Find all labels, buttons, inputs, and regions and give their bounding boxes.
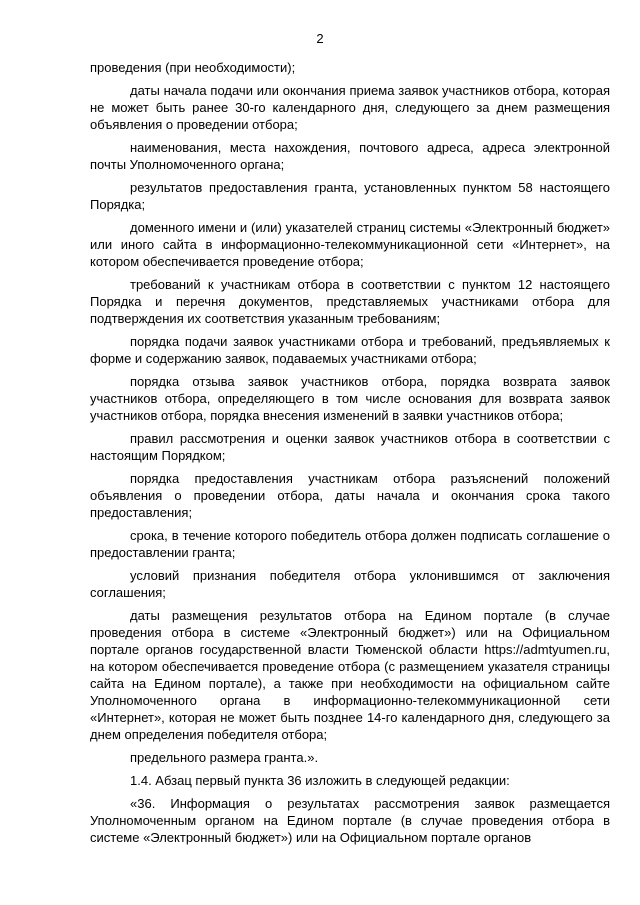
paragraph: порядка подачи заявок участниками отбора и требований, предъявляемых к форме и содержанию заявок, подаваемых участниками отбора; bbox=[90, 334, 610, 366]
page-number: 2 bbox=[316, 31, 324, 46]
document-body bbox=[90, 59, 610, 852]
paragraph: 1.4. Абзац первый пункта 36 изложить в следующей редакции: bbox=[130, 773, 510, 788]
paragraph: даты размещения результатов отбора на Едином портале (в случае проведения отбора в системе «Электронный бюджет») или на Официальном портале органов государственной власти Тюменской области https://admtyumen.ru, на котором обеспечивается проведение отбора (с размещением указателя страницы сайта на Едином портале), а также при необходимости на официальном сайте Уполномоченного органа в информационно-телекоммуникационной сети «Интернет», которая не может быть позднее 14-го календарного дня, следующего за днем определения победителя отбора; bbox=[90, 608, 610, 742]
paragraph: «36. Информация о результатах рассмотрения заявок размещается Уполномоченным органом на Едином портале (в случае проведения отбора в системе «Электронный бюджет») или на Официальном портале органов bbox=[90, 796, 610, 845]
paragraph: проведения (при необходимости); bbox=[90, 60, 296, 75]
paragraph: даты начала подачи или окончания приема заявок участников отбора, которая не может быть ранее 30-го календарного дня, следующего за днем размещения объявления о проведении отбора; bbox=[90, 83, 610, 132]
paragraph: предельного размера гранта.». bbox=[130, 750, 319, 765]
paragraph: условий признания победителя отбора уклонившимся от заключения соглашения; bbox=[90, 568, 610, 600]
paragraph: результатов предоставления гранта, установленных пунктом 58 настоящего Порядка; bbox=[90, 180, 610, 212]
paragraph: доменного имени и (или) указателей страниц системы «Электронный бюджет» или иного сайта в информационно-телекоммуникационной сети «Интернет», на котором обеспечивается проведение отбора; bbox=[90, 220, 610, 269]
paragraph: срока, в течение которого победитель отбора должен подписать соглашение о предоставлении гранта; bbox=[90, 528, 610, 560]
paragraph: требований к участникам отбора в соответствии с пунктом 12 настоящего Порядка и перечня документов, представляемых участниками отбора для подтверждения их соответствия указанным требованиям; bbox=[90, 277, 610, 326]
paragraph: правил рассмотрения и оценки заявок участников отбора в соответствии с настоящим Порядком; bbox=[90, 431, 610, 463]
paragraph: наименования, места нахождения, почтового адреса, адреса электронной почты Уполномоченного органа; bbox=[90, 140, 610, 172]
paragraph: порядка отзыва заявок участников отбора, порядка возврата заявок участников отбора, определяющего в том числе основания для возврата заявок участников отбора, порядка внесения изменений в заявки участников отбора; bbox=[90, 374, 610, 423]
paragraph: порядка предоставления участникам отбора разъяснений положений объявления о проведении отбора, даты начала и окончания срока такого предоставления; bbox=[90, 471, 610, 520]
